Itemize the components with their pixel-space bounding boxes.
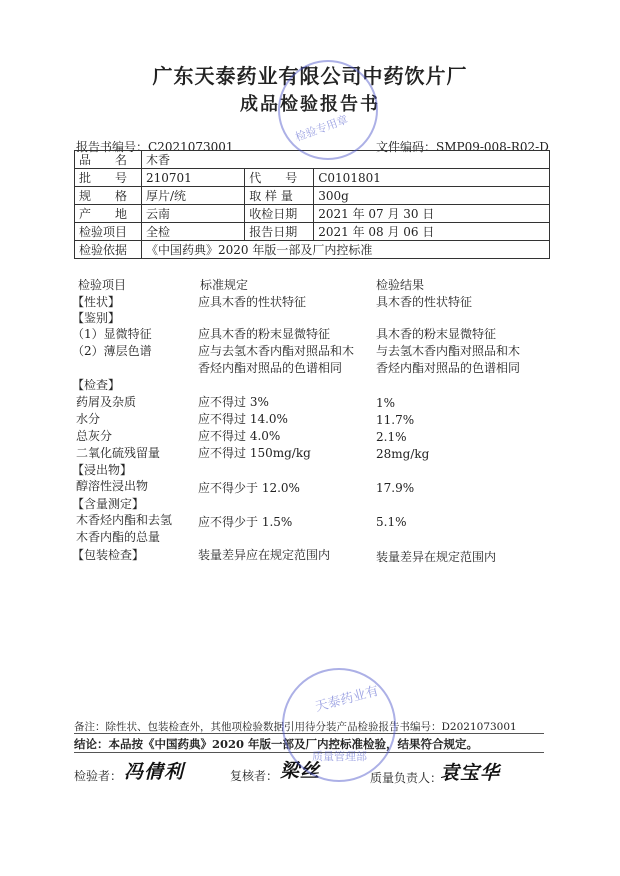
section-packaging: 【包装检查】 (72, 548, 145, 562)
batch-value: 210701 (142, 169, 245, 187)
extract-standard: 应不得少于 12.0% (198, 481, 300, 495)
packaging-result: 装量差异在规定范围内 (376, 550, 497, 564)
section-extract: 【浸出物】 (72, 463, 133, 477)
inspector-label: 检验者： (74, 769, 123, 783)
ash-result: 2.1% (376, 430, 407, 444)
extract-result: 17.9% (376, 481, 415, 495)
extract-item: 醇溶性浸出物 (76, 479, 149, 493)
ash-item: 总灰分 (76, 429, 113, 443)
info-table (74, 150, 550, 259)
appearance-standard: 应具木香的性状特征 (198, 295, 307, 309)
origin-value: 云南 (142, 205, 245, 223)
impurity-standard: 应不得过 3% (198, 395, 269, 409)
sample-label: 取 样 量 (245, 187, 314, 205)
tlc-standard: 应与去氢木香内酯对照品和木 (198, 344, 355, 358)
qa-signature: 袁宝华 (440, 762, 501, 784)
ash-standard: 应不得过 4.0% (198, 429, 281, 443)
assay-standard: 应不得少于 1.5% (198, 515, 293, 529)
company-seal-inner: 质量管理部 (312, 750, 367, 763)
receive-date-label: 收检日期 (245, 205, 314, 223)
microscopy-standard: 应具木香的粉末显微特征 (198, 327, 331, 341)
spec-value: 厚片/统 (142, 187, 245, 205)
tlc-standard-cont: 香烃内酯对照品的色谱相同 (198, 361, 343, 375)
microscopy-item: （1）显微特征 (72, 327, 152, 341)
company-seal (282, 668, 396, 782)
test-item-value: 全检 (142, 223, 245, 241)
report-date-label: 报告日期 (245, 223, 314, 241)
reviewer-label: 复核者： (230, 769, 279, 783)
receive-date-value: 2021 年 07 月 30 日 (314, 205, 550, 223)
impurity-item: 药屑及杂质 (76, 395, 137, 409)
tlc-result-cont: 香烃内酯对照品的色谱相同 (376, 361, 521, 375)
qa-label: 质量负责人： (370, 771, 443, 785)
document-title: 广东天泰药业有限公司中药饮片厂 (152, 64, 468, 88)
moisture-result: 11.7% (376, 413, 415, 427)
assay-item: 木香烃内酯和去氢 (76, 513, 173, 527)
note: 备注：除性状、包装检查外，其他项检验数据引用待分装产品检验报告书编号：D2021073001 (74, 721, 517, 733)
moisture-item: 水分 (76, 412, 101, 426)
document-subtitle: 成品检验报告书 (240, 94, 380, 115)
section-inspection: 【检查】 (72, 378, 121, 392)
product-value: 木香 (142, 151, 550, 169)
tlc-item: （2）薄层色谱 (72, 344, 152, 358)
origin-label: 产 地 (75, 205, 142, 223)
spec-label: 规 格 (75, 187, 142, 205)
assay-item-cont: 木香内酯的总量 (76, 530, 161, 544)
tlc-result: 与去氢木香内酯对照品和木 (376, 344, 521, 358)
code-label: 代 号 (245, 169, 314, 187)
inspector-signature: 冯倩利 (124, 761, 185, 783)
batch-label: 批 号 (75, 169, 142, 187)
so2-result: 28mg/kg (376, 447, 430, 461)
sample-value: 300g (314, 187, 550, 205)
conclusion: 结论：本品按《中国药典》2020 年版一部及厂内控标准检验，结果符合规定。 (74, 737, 479, 751)
file-code: 文件编码：SMP09-008-R02-D (376, 140, 549, 154)
code-value: C0101801 (314, 169, 550, 187)
section-appearance: 【性状】 (72, 295, 121, 309)
section-assay: 【含量测定】 (72, 497, 145, 511)
so2-item: 二氧化硫残留量 (76, 446, 161, 460)
report-number: 报告书编号：C2021073001 (76, 140, 234, 154)
basis-value: 《中国药典》2020 年版一部及厂内控标准 (142, 241, 550, 259)
assay-result: 5.1% (376, 515, 407, 529)
company-seal-arc: 天泰药业有 (313, 683, 381, 716)
col-header-result: 检验结果 (376, 278, 425, 292)
test-item-label: 检验项目 (75, 223, 142, 241)
impurity-result: 1% (376, 396, 396, 410)
report-date-value: 2021 年 08 月 06 日 (314, 223, 550, 241)
moisture-standard: 应不得过 14.0% (198, 412, 288, 426)
appearance-result: 具木香的性状特征 (376, 295, 473, 309)
product-label: 品 名 (75, 151, 142, 169)
basis-label: 检验依据 (75, 241, 142, 259)
so2-standard: 应不得过 150mg/kg (198, 446, 311, 460)
inspection-seal (278, 60, 378, 160)
microscopy-result: 具木香的粉末显微特征 (376, 327, 497, 341)
packaging-standard: 装量差异应在规定范围内 (198, 548, 331, 562)
reviewer-signature: 梁丝 (280, 760, 321, 782)
col-header-item: 检验项目 (78, 278, 127, 292)
inspection-seal-text: 检验专用章 (293, 112, 350, 144)
col-header-standard: 标准规定 (200, 278, 249, 292)
section-identification: 【鉴别】 (72, 311, 121, 325)
